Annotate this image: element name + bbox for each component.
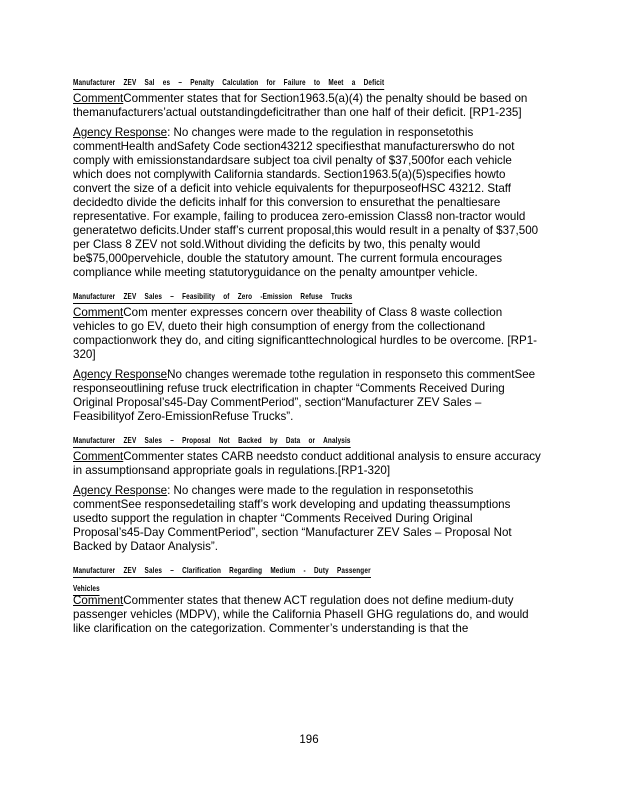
section-heading: Manufacturer ZEV Sal es – Penalty Calculation for Failure to Meet a Deficit xyxy=(73,78,384,90)
comment-paragraph xyxy=(73,594,543,636)
section-heading-wrap xyxy=(73,430,543,444)
response-label: Agency Response xyxy=(73,126,168,139)
comment-paragraph xyxy=(73,92,543,120)
section-heading-wrap xyxy=(73,286,543,300)
response-text: : No changes were made to the regulation in responsetothis commentHealth andSafety Code section43212 specifiesthat manufacturerswho do not comply with emissionstandardsare subject toa civil penalty of $37,500for each vehicle which does not complywith California standards. Section1963.5(a)(5)specifies howto convert the size of a deficit into vehicle equivalents for thepurposeofHSC 43212. Staff decidedto divide the deficits inhalf for this conversion to ensurethat the penaltiesare representative. For example, failing to producea zero-emission Class8 non-tractor would generatetwo deficits.Under staff’s current proposal,this would result in a penalty of $37,500 per Class 8 ZEV not sold.Without dividing the deficits by two, this penalty would be$75,000pervehicle, double the statutory amount. The current formula encourages compliance while meeting statutoryguidance on the penalty amountper vehicle. xyxy=(73,126,539,279)
comment-text: Commenter states CARB needsto conduct additional analysis to ensure accuracy in assumptionsand appropriate goals in regulations.[RP1-320] xyxy=(73,450,541,477)
comment-label: Comment xyxy=(73,594,124,607)
section-heading-wrap xyxy=(73,72,543,86)
section-heading-wrap xyxy=(73,560,543,593)
document-page xyxy=(73,72,543,642)
comment-paragraph xyxy=(73,450,543,478)
comment-label: Comment xyxy=(73,450,124,463)
response-paragraph xyxy=(73,368,543,424)
response-paragraph xyxy=(73,484,543,554)
comment-text: Commenter states that thenew ACT regulation does not define medium-duty passenger vehicles (MDPV), while the California PhaseII GHG regulations do, and would like clarification on the categorization. Commenter’s understanding is that the xyxy=(73,594,529,635)
comment-paragraph xyxy=(73,306,543,362)
response-text: : No changes were made to the regulation in responsetothis commentSee responsedetailing staff’s work developing and updating theassumptions usedto support the regulation in chapter “Comments Received During Original Proposal’s45-Day CommentPeriod”, section “Manufacturer ZEV Sales – Proposal Not Backed by Dataor Analysis”. xyxy=(73,484,512,553)
section-heading: Manufacturer ZEV Sales – Feasibility of Zero -Emission Refuse Trucks xyxy=(73,292,352,304)
response-paragraph xyxy=(73,126,543,280)
page-number: 196 xyxy=(299,734,319,746)
comment-label: Comment xyxy=(73,92,124,105)
response-label: Agency Response xyxy=(73,368,168,381)
section-heading: Manufacturer ZEV Sales – Clarification Regarding Medium - Duty Passenger xyxy=(73,566,371,578)
comment-text: Commenter states that for Section1963.5(a)(4) the penalty should be based on themanufacturers’actual outstandingdeficitrather than one half of their deficit. [RP1-235] xyxy=(73,92,528,119)
comment-label: Comment xyxy=(73,306,124,319)
section-heading-line2: Vehicles xyxy=(73,584,100,596)
response-text: No changes weremade tothe regulation in responseto this commentSee responseoutlining refuse truck electrification in chapter “Comments Received During Original Proposal’s45-Day CommentPeriod”, section“Manufacturer ZEV Sales – Feasibilityof Zero-EmissionRefuse Trucks”. xyxy=(73,368,536,423)
response-label: Agency Response xyxy=(73,484,168,497)
section-heading: Manufacturer ZEV Sales – Proposal Not Backed by Data or Analysis xyxy=(73,436,351,448)
comment-text: Com menter expresses concern over theability of Class 8 waste collection vehicles to go EV, dueto their high consumption of energy from the collectionand compactionwork they do, and citing significanttechnological hurdles to be overcome. [RP1-320] xyxy=(73,306,537,361)
